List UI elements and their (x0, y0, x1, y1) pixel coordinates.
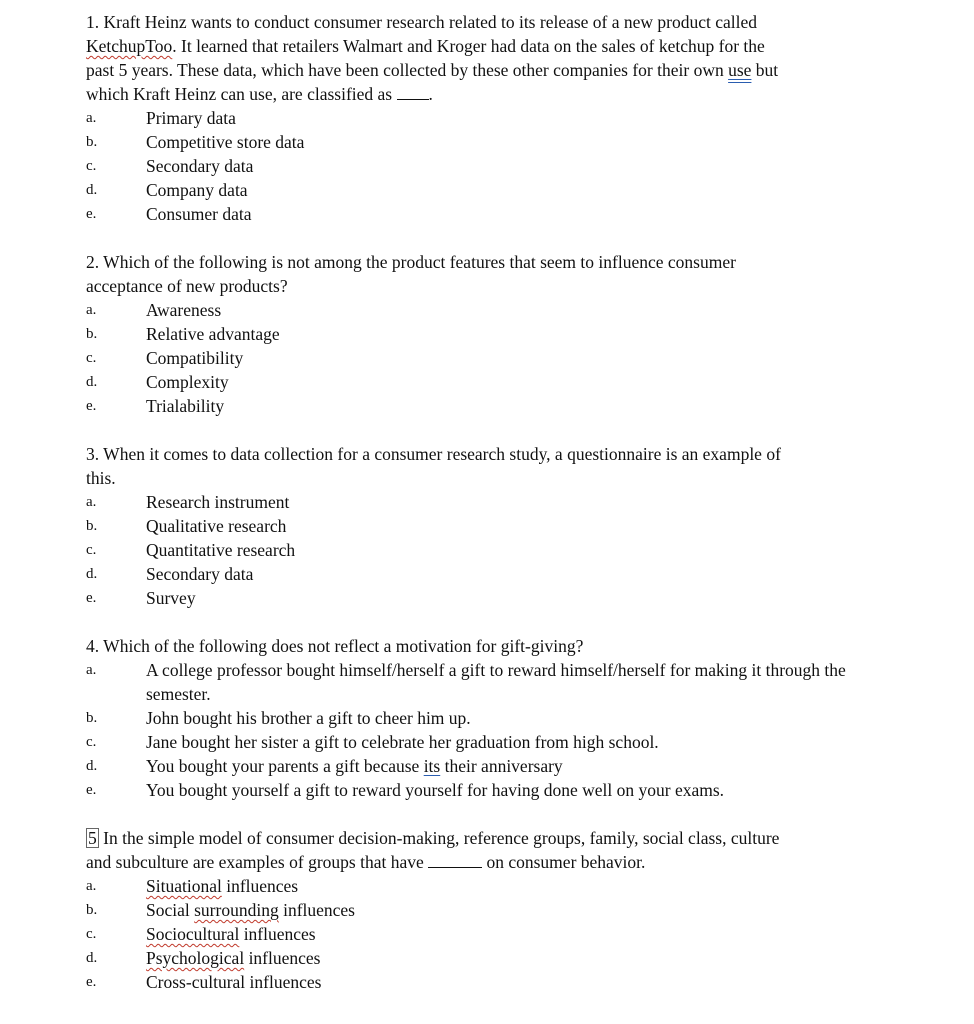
option-row (86, 898, 876, 922)
question-3-stem: 3. When it comes to data collection for a consumer research study, a questionnaire is an example of this. (86, 444, 781, 488)
option-text: Psychological influences (146, 948, 321, 968)
option-text: John bought his brother a gift to cheer him up. (146, 708, 471, 728)
option-text: Trialability (146, 396, 225, 416)
option-letter: d. (86, 566, 98, 582)
option-row (86, 370, 876, 394)
question-4 (86, 634, 876, 802)
answer-blank (428, 853, 482, 868)
question-4-stem: 4. Which of the following does not reflect a motivation for gift-giving? (86, 636, 584, 656)
option-letter: b. (86, 902, 98, 918)
option-letter: d. (86, 374, 98, 390)
option-text: Secondary data (146, 156, 254, 176)
option-letter: e. (86, 398, 97, 414)
option-row (86, 706, 876, 730)
option-text: Complexity (146, 372, 229, 392)
option-text: You bought yourself a gift to reward yourself for having done well on your exams. (146, 780, 725, 800)
document-page (86, 10, 876, 994)
option-row (86, 658, 876, 706)
option-letter: c. (86, 158, 97, 174)
option-text: Situational influences (146, 876, 299, 896)
question-2 (86, 250, 876, 418)
option-text: Jane bought her sister a gift to celebrate her graduation from high school. (146, 732, 659, 752)
option-row (86, 778, 876, 802)
option-letter: c. (86, 926, 97, 942)
option-row (86, 730, 876, 754)
spacer (86, 802, 876, 826)
option-row (86, 538, 876, 562)
option-letter: e. (86, 782, 97, 798)
text-cursor-selection[interactable]: 5 (88, 828, 97, 848)
question-5 (86, 826, 876, 994)
option-row (86, 970, 876, 994)
option-row (86, 874, 876, 898)
option-row (86, 202, 876, 226)
option-row (86, 154, 876, 178)
option-row (86, 754, 876, 778)
option-letter: a. (86, 110, 97, 126)
question-1-stem: 1. Kraft Heinz wants to conduct consumer research related to its release of a new product called KetchupToo. It learned that retailers Walmart and Kroger had data on the sales of ketchup for the past 5 years. These data, which have been collected by these other companies for their own use but which Kraft Heinz can use, are classified as . (86, 12, 779, 104)
option-text: Compatibility (146, 348, 244, 368)
option-row (86, 922, 876, 946)
question-2-stem: 2. Which of the following is not among the product features that seem to influence consumer acceptance of new products? (86, 252, 736, 296)
option-text: Awareness (146, 300, 222, 320)
option-letter: c. (86, 734, 97, 750)
grammar-flag-use: use (728, 60, 752, 80)
option-text: Qualitative research (146, 516, 287, 536)
option-letter: a. (86, 662, 97, 678)
option-text: Secondary data (146, 564, 254, 584)
option-row (86, 514, 876, 538)
spacer (86, 610, 876, 634)
option-letter: d. (86, 182, 98, 198)
option-letter: c. (86, 542, 97, 558)
option-row (86, 586, 876, 610)
option-text: Consumer data (146, 204, 252, 224)
product-name-misspelled: KetchupToo (86, 36, 173, 56)
option-row (86, 106, 876, 130)
spacer (86, 226, 876, 250)
option-letter: d. (86, 758, 98, 774)
option-row (86, 394, 876, 418)
answer-blank (397, 85, 429, 100)
option-row (86, 946, 876, 970)
option-letter: e. (86, 206, 97, 222)
question-1 (86, 10, 876, 226)
option-text: Social surrounding influences (146, 900, 355, 920)
option-row (86, 130, 876, 154)
option-text: Relative advantage (146, 324, 280, 344)
question-5-stem: 5 In the simple model of consumer decision-making, reference groups, family, social class, culture and subculture are examples of groups that have on consumer behavior. (86, 828, 780, 872)
option-text: Quantitative research (146, 540, 296, 560)
option-text: Survey (146, 588, 196, 608)
option-letter: b. (86, 134, 98, 150)
option-text: Cross-cultural influences (146, 972, 322, 992)
option-letter: e. (86, 974, 97, 990)
option-letter: e. (86, 590, 97, 606)
option-letter: b. (86, 518, 98, 534)
option-row (86, 490, 876, 514)
option-row (86, 562, 876, 586)
option-text: Company data (146, 180, 248, 200)
option-row (86, 298, 876, 322)
question-3 (86, 442, 876, 610)
option-letter: c. (86, 350, 97, 366)
option-letter: a. (86, 494, 97, 510)
option-letter: b. (86, 326, 98, 342)
option-row (86, 322, 876, 346)
grammar-flag-its: its (423, 756, 441, 776)
option-text: Research instrument (146, 492, 290, 512)
option-text: Sociocultural influences (146, 924, 316, 944)
option-letter: a. (86, 878, 97, 894)
option-letter: d. (86, 950, 98, 966)
option-text: Competitive store data (146, 132, 305, 152)
spacer (86, 418, 876, 442)
option-text: You bought your parents a gift because its their anniversary (146, 756, 563, 776)
option-row (86, 178, 876, 202)
option-text: Primary data (146, 108, 236, 128)
option-row (86, 346, 876, 370)
option-letter: b. (86, 710, 98, 726)
option-letter: a. (86, 302, 97, 318)
option-text: A college professor bought himself/herself a gift to reward himself/herself for making it through the semester. (146, 660, 846, 704)
